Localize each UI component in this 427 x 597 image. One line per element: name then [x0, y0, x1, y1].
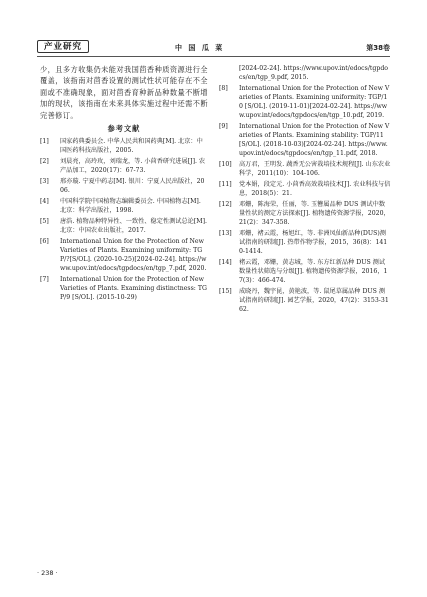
reference-item: [40, 177, 208, 195]
reference-item: [219, 200, 391, 227]
reference-number: [7]: [40, 276, 49, 284]
reference-text: 褚云霞，邓姗，黄志城，等. 东方红新品种 DUS 测试数量性状筛选与分级[J]. 植物遗传资源学报，2016，17(3)：466-474.: [239, 259, 388, 284]
reference-number: [4]: [40, 198, 49, 206]
reference-number: [219, 64, 239, 82]
right-column: [219, 64, 391, 316]
reference-text: International Union for the Protection of New Varieties of Plants. Examining uniformity: TGP/?[S/OL]. (2020-10-25)[2024-02-24]. https://www.upov.int/edocs/tgpdocs/en/tgp_7.pdf, 2020.: [60, 238, 207, 273]
reference-item: [219, 258, 391, 285]
reference-item: [219, 287, 391, 314]
reference-text: 成晓丹，魏宇昆，黄艳波，等. 鼠尾草属品种 DUS 测试指南的研制[J]. 园艺学报，2020，47(2)：3153-3162.: [239, 288, 389, 313]
journal-name: 中 国 瓜 菜: [175, 44, 225, 52]
left-column: [40, 64, 208, 304]
reference-text: International Union for the Protection of New Varieties of Plants. Examining distinctness: TGP/9 [S/OL]. (2015-10-29): [60, 276, 207, 302]
reference-number: [3]: [40, 178, 49, 186]
reference-text: [2024-02-24]. https://www.upov.int/edocs/tgpdocs/en/tgp_9.pdf, 2015.: [239, 65, 389, 81]
reference-item: [219, 160, 391, 178]
reference-text: International Union for the Protection of New Varieties of Plants. Examining uniformity: TGP/10 [S/OL]. (2019-11-01)[2024-02-24]. https://www.upov.int/edocs/tgpdocs/en/tgp_10.pdf, 2019.: [239, 85, 390, 119]
reference-item: [40, 137, 208, 155]
reference-number: [15]: [219, 288, 232, 295]
body-paragraph: 少，且多方收集仍未能对我国茴香种质资源进行全覆盖，该指南对茴香设置的测试性状可能存在不全面或不准确现象，面对茴香育种新品种数量不断增加的现状，该指南在未来具体实施过程中还需不断完善修订。: [40, 65, 208, 120]
reference-text: 党本娟，段定元. 小茴香高效栽培技术[J]. 农业科技与信息，2018(5)：21.: [239, 181, 391, 197]
reference-text: 国家药典委员会. 中华人民共和国药典[M]. 北京：中国医药科技出版社，2005.: [60, 138, 203, 155]
reference-number: [1]: [40, 138, 49, 146]
reference-number: [5]: [40, 218, 49, 226]
reference-text: 刘晨亮，高玲玫，刘瑞龙，等. 小茴香研究进展[J]. 农产品加工，2020(17)：67-73.: [60, 158, 206, 175]
reference-number: [14]: [219, 259, 232, 266]
reference-text: 邓姗，褚云霞，杨旭红，等. 非洲凤仙新品种(DUS)测试指南的研制[J]. 热带作物学报，2015，36(8)：1410-1414.: [239, 230, 388, 255]
reference-text: International Union for the Protection of New Varieties of Plants. Examining stability: TGP/11 [S/OL]. (2018-10-03)[2024-02-24]. https://www.upov.int/edocs/tgpdocs/en/tgp_11.pdf, 2018.: [239, 123, 390, 157]
reference-item: [40, 237, 208, 273]
reference-item: [40, 217, 208, 235]
reference-number: [9]: [219, 123, 228, 130]
reference-text: 唐浩. 植物品种特异性、一致性、稳定性测试总论[M]. 北京：中国农业出版社，2017.: [60, 218, 208, 235]
reference-number: [6]: [40, 238, 49, 246]
references-list-left: [40, 137, 208, 302]
references-list-right: [219, 64, 391, 314]
reference-item: [219, 84, 391, 120]
reference-number: [8]: [219, 85, 228, 92]
reference-text: 高万君，王明发. 蔬香无公害栽培技术规程[J]. 山东农业科学，2011(10)：104-106.: [239, 161, 391, 177]
reference-text: 邓姗，陈海荣，任丽，等. 玉簪属品种 DUS 测试中数量性状的测定方法探索[J]. 植物遗传资源学报，2020，21(2)：347-358.: [239, 201, 390, 226]
reference-item: [40, 197, 208, 215]
reference-number: [12]: [219, 201, 232, 208]
references-title: 参考文献: [107, 124, 141, 134]
reference-item: [219, 229, 391, 256]
page-number: · 238 ·: [37, 569, 58, 577]
reference-text: 中国科学院中国植物志编辑委员会. 中国植物志[M]. 北京：科学出版社，1998.: [60, 198, 201, 215]
reference-number: [10]: [219, 161, 232, 168]
header-divider: [37, 56, 390, 57]
reference-number: [11]: [219, 181, 232, 188]
volume-label: 第38卷: [366, 44, 390, 52]
reference-item: [219, 180, 391, 198]
reference-item: [219, 122, 391, 158]
reference-item: [40, 275, 208, 302]
reference-text: 邢亦璇. 宁夏中药志[M]. 银川：宁夏人民出版社，2006.: [60, 178, 205, 195]
reference-number: [2]: [40, 158, 49, 166]
reference-item: [40, 157, 208, 175]
reference-item: [219, 64, 391, 82]
reference-number: [13]: [219, 230, 232, 237]
section-tag: 产业研究: [37, 40, 89, 53]
